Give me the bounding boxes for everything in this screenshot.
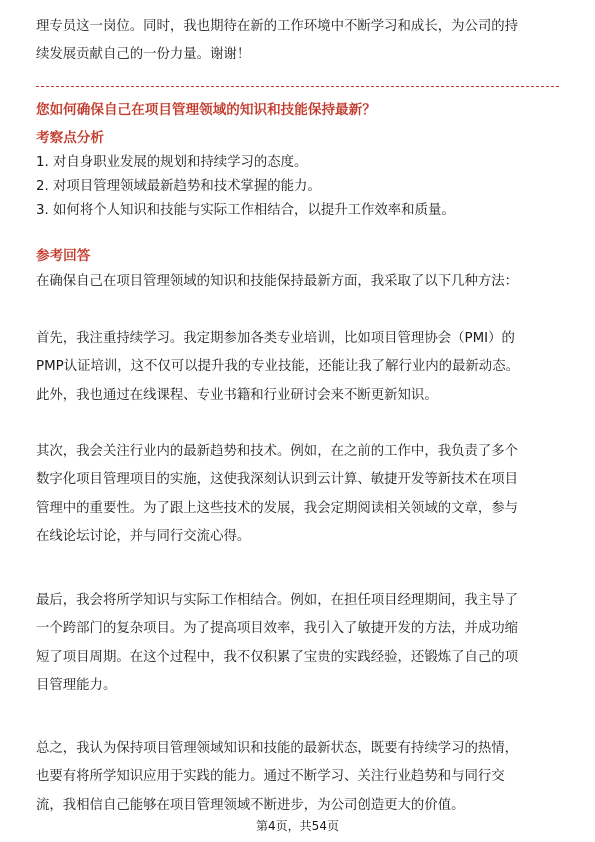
intro-line: 续发展贡献自己的一份力量。谢谢！: [36, 47, 251, 63]
answer-paragraph-2: [36, 438, 559, 552]
paragraph-line: 数字化项目管理项目的实施，这使我深刻认识到云计算、敏捷开发等新技术在项目: [36, 472, 519, 488]
analysis-title: 考察点分析: [36, 130, 104, 146]
intro-line: 理专员这一岗位。同时，我也期待在新的工作环境中不断学习和成长，为公司的持: [36, 19, 519, 34]
answer-opening-line: 在确保自己在项目管理领域的知识和技能保持最新方面，我采取了以下几种方法：: [36, 274, 519, 289]
answer-paragraph-1: [36, 325, 559, 410]
paragraph-line: 总之，我认为保持项目管理领域知识和技能的最新状态，既要有持续学习的热情，: [36, 741, 519, 756]
paragraph-line: 目管理能力。: [36, 678, 117, 694]
paragraph-line: 最后，我会将所学知识与实际工作相结合。例如，在担任项目经理期间，我主导了: [36, 593, 519, 608]
question-heading: 您如何确保自己在项目管理领域的知识和技能保持最新？: [36, 102, 376, 118]
paragraph-line: 一个跨部门的复杂项目。为了提高项目效率，我引入了敏捷开发的方法，并成功缩: [36, 621, 519, 637]
intro-paragraph: [36, 13, 559, 70]
paragraph-line: 此外，我也通过在线课程、专业书籍和行业研讨会来不断更新知识。: [36, 387, 438, 403]
answer-opening: [36, 268, 559, 296]
paragraph-line: 首先，我注重持续学习。我定期参加各类专业培训，比如项目管理协会（PMI）的: [36, 331, 515, 346]
paragraph-line: 在线论坛讨论，并与同行交流心得。: [36, 529, 251, 545]
section-divider: [36, 86, 559, 87]
paragraph-line: 流，我相信自己能够在项目管理领域不断进步，为公司创造更大的价值。: [36, 797, 465, 813]
paragraph-line: 其次，我会关注行业内的最新趋势和技术。例如，在之前的工作中，我负责了多个: [36, 444, 519, 459]
list-item: 3. 如何将个人知识和技能与实际工作相结合，以提升工作效率和质量。: [36, 203, 455, 218]
paragraph-line: 短了项目周期。在这个过程中，我不仅积累了宝贵的实践经验，还锻炼了自己的项: [36, 649, 519, 665]
paragraph-line: PMP认证培训，这不仅可以提升我的专业技能，还能让我了解行业内的最新动态。: [36, 359, 519, 375]
list-item: 2. 对项目管理领域最新趋势和技术掌握的能力。: [36, 179, 321, 194]
answer-title: 参考回答: [36, 248, 91, 264]
answer-paragraph-4: [36, 735, 559, 820]
analysis-list: [36, 151, 559, 223]
page-number: 第4页，共54页: [256, 819, 339, 833]
list-item: 1. 对自身职业发展的规划和持续学习的态度。: [36, 155, 308, 170]
paragraph-line: 管理中的重要性。为了跟上这些技术的发展，我会定期阅读相关领域的文章，参与: [36, 500, 519, 516]
answer-paragraph-3: [36, 587, 559, 701]
paragraph-line: 也要有将所学知识应用于实践的能力。通过不断学习、关注行业趋势和与同行交: [36, 769, 505, 785]
